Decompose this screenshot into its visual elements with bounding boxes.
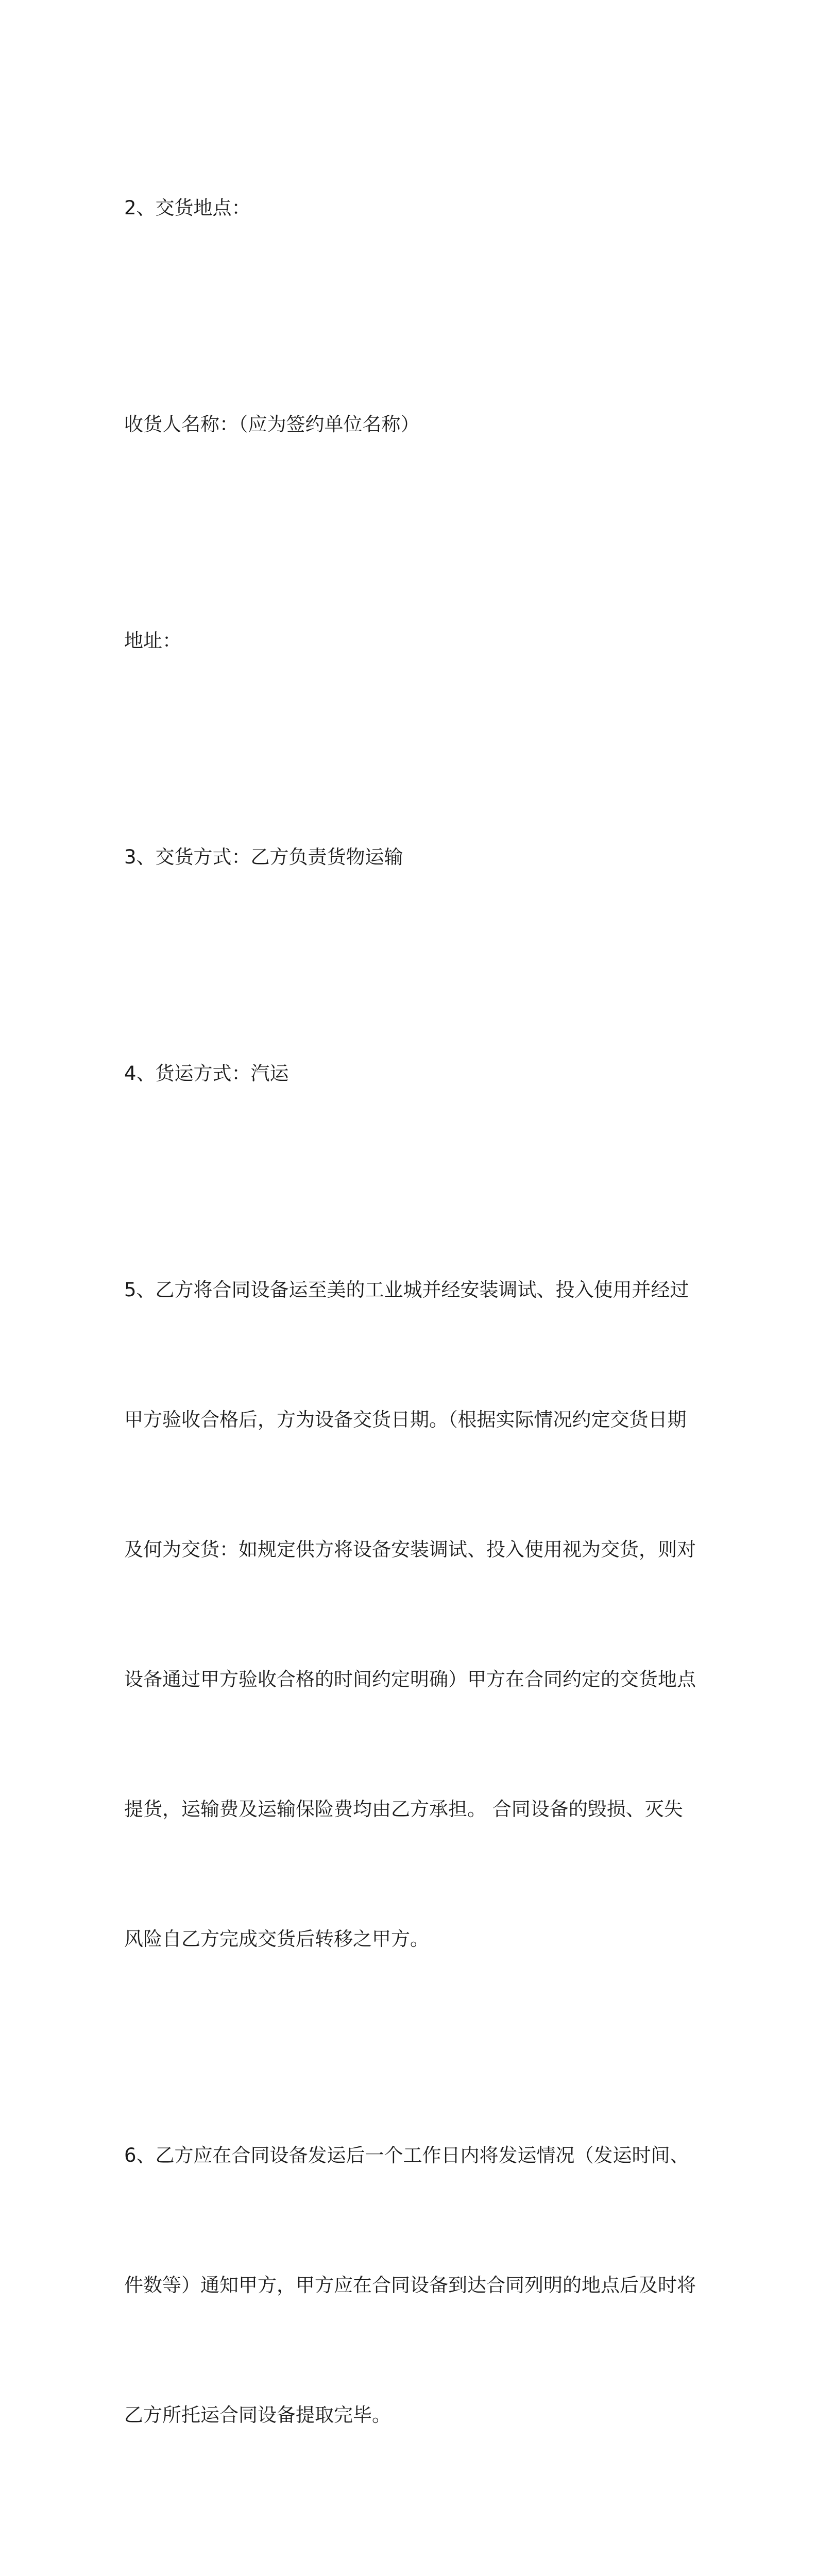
- text-line: 风险自乙方完成交货后转移之甲方。: [124, 1928, 429, 1950]
- shipping-method-clause: [124, 965, 701, 1182]
- text-line: 3、交货方式：乙方负责货物运输: [124, 846, 403, 868]
- text-line: 6、乙方应在合同设备发运后一个工作日内将发运情况（发运时间、: [124, 2144, 689, 2166]
- clause-5: [124, 1182, 701, 2047]
- text-line: 件数等）通知甲方，甲方应在合同设备到达合同列明的地点后及时将: [124, 2274, 696, 2296]
- address-line: [124, 533, 701, 749]
- text-line: 及何为交货：如规定供方将设备安装调试、投入使用视为交货，则对: [124, 1538, 696, 1561]
- document-body: [124, 100, 701, 2576]
- text-line: 收货人名称：（应为签约单位名称）: [124, 413, 420, 435]
- delivery-method-clause: [124, 749, 701, 965]
- text-line: 地址：: [124, 630, 181, 652]
- consignee-name-line: [124, 316, 701, 533]
- text-line: 提货，运输费及运输保险费均由乙方承担。 合同设备的毁损、灭失: [124, 1798, 683, 1820]
- text-line: 甲方验收合格后，方为设备交货日期。（根据实际情况约定交货日期: [124, 1409, 687, 1431]
- text-line: 设备通过甲方验收合格的时间约定明确）甲方在合同约定的交货地点: [124, 1668, 696, 1690]
- clause-6: [124, 2047, 701, 2523]
- clause-7: [124, 2523, 701, 2576]
- text-line: 2、交货地点：: [124, 197, 251, 219]
- text-line: 5、乙方将合同设备运至美的工业城并经安装调试、投入使用并经过: [124, 1279, 689, 1301]
- text-line: 4、货运方式：汽运: [124, 1062, 289, 1084]
- delivery-location-heading: [124, 100, 701, 316]
- text-line: 乙方所托运合同设备提取完毕。: [124, 2404, 391, 2426]
